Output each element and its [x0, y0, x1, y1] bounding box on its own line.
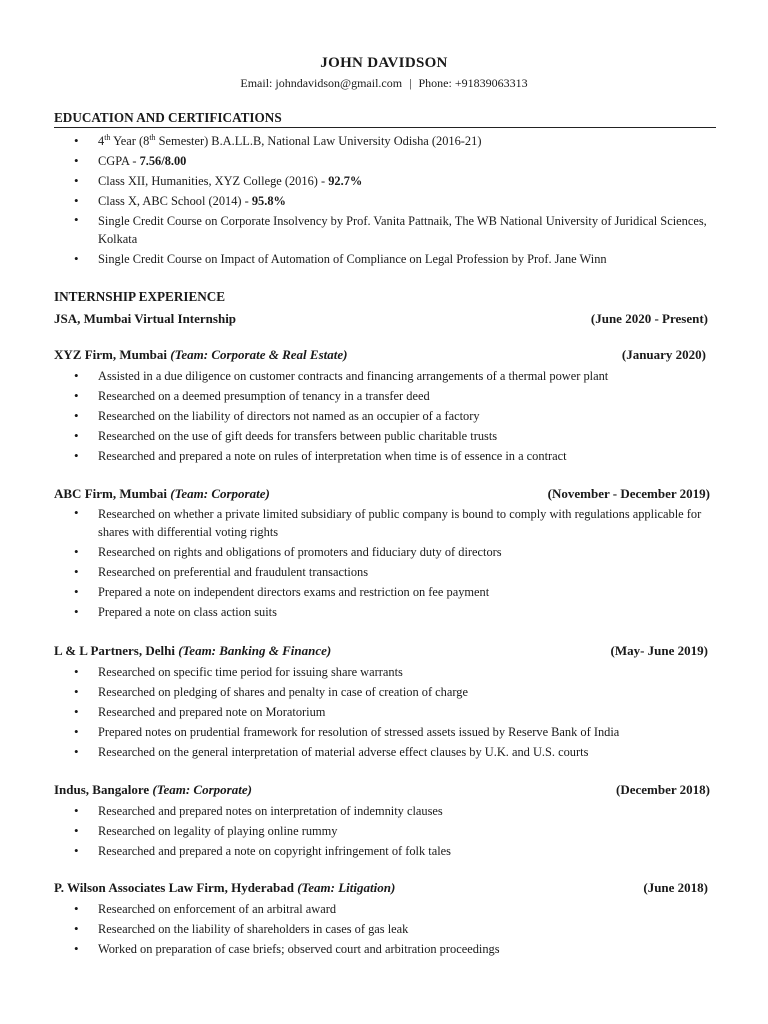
entry-organization: L & L Partners, Delhi	[54, 643, 175, 658]
phone-label: Phone:	[418, 76, 452, 90]
internship-heading: INTERNSHIP EXPERIENCE	[54, 289, 226, 304]
list-item: • Researched on the liability of directors not named as an occupier of a factory	[54, 406, 716, 426]
list-item: • Worked on preparation of case briefs; observed court and arbitration proceedings	[54, 939, 716, 959]
education-list	[54, 131, 716, 269]
list-item: • Single Credit Course on Corporate Insolvency by Prof. Vanita Pattnaik, The WB National University of Juridical Sciences, Kolkata	[54, 211, 716, 249]
entry-organization: P. Wilson Associates Law Firm, Hyderabad	[54, 880, 294, 895]
candidate-name: JOHN DAVIDSON	[320, 55, 448, 71]
internship-entry-indus	[54, 782, 712, 798]
list-item: • Researched on rights and obligations of promoters and fiduciary duty of directors	[54, 542, 716, 562]
entry-team: (Team: Corporate & Real Estate)	[170, 347, 348, 362]
list-item: • Researched on enforcement of an arbitral award	[54, 899, 716, 919]
list-item: • Researched and prepared a note on rules of interpretation when time is of essence in a contract	[54, 446, 716, 466]
list-item: • CGPA - 7.56/8.00	[54, 151, 716, 171]
entry-bullets-abc	[54, 504, 716, 622]
internship-entry-ll-partners	[54, 643, 712, 659]
list-item: • Researched on legality of playing online rummy	[54, 821, 716, 841]
entry-date: (June 2020 - Present)	[590, 311, 708, 326]
list-item: • Researched on the liability of shareholders in cases of gas leak	[54, 919, 716, 939]
entry-bullets-xyz	[54, 366, 716, 466]
list-item: • Assisted in a due diligence on customer contracts and financing arrangements of a thermal power plant	[54, 366, 716, 386]
entry-bullets-p-wilson	[54, 899, 716, 959]
list-item: • Prepared notes on prudential framework for resolution of stressed assets issued by Reserve Bank of India	[54, 722, 716, 742]
education-heading: EDUCATION AND CERTIFICATIONS	[54, 110, 716, 128]
entry-bullets-indus	[54, 801, 716, 861]
entry-date: (June 2018)	[643, 880, 708, 895]
email-label: Email:	[240, 76, 273, 90]
list-item: • Researched on the use of gift deeds for transfers between public charitable trusts	[54, 426, 716, 446]
entry-organization: XYZ Firm, Mumbai	[54, 347, 168, 362]
entry-bullets-ll-partners	[54, 662, 716, 762]
list-item: • Researched on specific time period for issuing share warrants	[54, 662, 716, 682]
list-item: • Researched on whether a private limited subsidiary of public company is bound to comply with regulations applicable for shares with differential voting rights	[54, 504, 716, 542]
list-item: • Researched and prepared notes on interpretation of indemnity clauses	[54, 801, 716, 821]
list-item: • 4th Year (8th Semester) B.A.LL.B, National Law University Odisha (2016-21)	[54, 131, 716, 151]
list-item: • Prepared a note on independent directors exams and restriction on fee payment	[54, 582, 716, 602]
list-item: • Researched on the general interpretation of material adverse effect clauses by U.K. and U.S. courts	[54, 742, 716, 762]
entry-organization: ABC Firm, Mumbai	[54, 486, 168, 501]
entry-team: (Team: Banking & Finance)	[178, 643, 332, 658]
internship-entry-jsa	[54, 311, 712, 327]
entry-team: (Team: Corporate)	[152, 782, 252, 797]
internship-entry-p-wilson	[54, 880, 712, 896]
contact-line	[0, 76, 768, 91]
phone-number: +91839063313	[454, 76, 528, 90]
list-item: • Class XII, Humanities, XYZ College (2016) - 92.7%	[54, 171, 716, 191]
entry-date: (November - December 2019)	[547, 486, 710, 501]
email-address: johndavidson@gmail.com	[275, 76, 403, 90]
entry-date: (May- June 2019)	[610, 643, 708, 658]
list-item: • Researched and prepared note on Moratorium	[54, 702, 716, 722]
list-item: • Researched on pledging of shares and penalty in case of creation of charge	[54, 682, 716, 702]
entry-team: (Team: Corporate)	[170, 486, 270, 501]
list-item: • Single Credit Course on Impact of Automation of Compliance on Legal Profession by Prof. Jane Winn	[54, 249, 716, 269]
list-item: • Class X, ABC School (2014) - 95.8%	[54, 191, 716, 211]
contact-separator: |	[409, 76, 412, 90]
entry-date: (January 2020)	[621, 347, 706, 362]
entry-organization: JSA, Mumbai Virtual Internship	[54, 311, 237, 326]
internship-entry-abc	[54, 486, 712, 502]
entry-team: (Team: Litigation)	[297, 880, 396, 895]
list-item: • Researched on preferential and fraudulent transactions	[54, 562, 716, 582]
list-item: • Prepared a note on class action suits	[54, 602, 716, 622]
list-item: • Researched on a deemed presumption of tenancy in a transfer deed	[54, 386, 716, 406]
internship-entry-xyz	[54, 347, 712, 363]
entry-organization: Indus, Bangalore	[54, 782, 150, 797]
list-item: • Researched and prepared a note on copyright infringement of folk tales	[54, 841, 716, 861]
entry-date: (December 2018)	[616, 782, 710, 797]
